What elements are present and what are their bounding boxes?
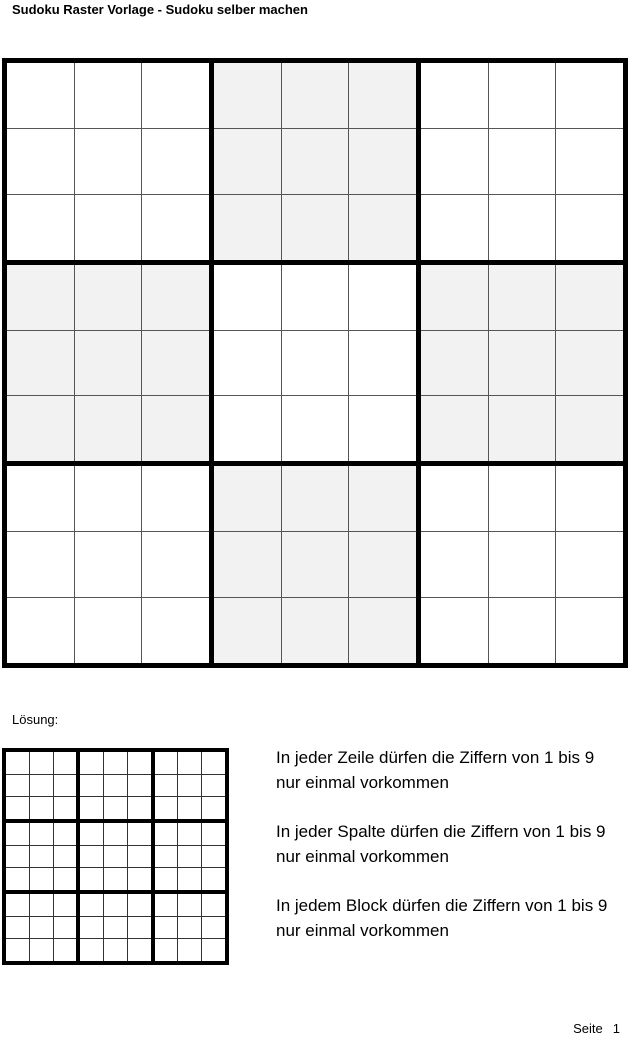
sudoku-cell[interactable] — [489, 63, 556, 128]
solution-cell[interactable] — [128, 775, 151, 797]
sudoku-cell[interactable] — [75, 396, 142, 461]
sudoku-cell[interactable] — [489, 598, 556, 663]
solution-cell[interactable] — [6, 797, 29, 819]
solution-cell[interactable] — [104, 894, 127, 916]
sudoku-cell[interactable] — [7, 331, 74, 396]
solution-cell[interactable] — [178, 797, 201, 819]
solution-cell[interactable] — [30, 917, 53, 939]
sudoku-cell[interactable] — [349, 598, 416, 663]
sudoku-cell[interactable] — [75, 63, 142, 128]
solution-cell[interactable] — [54, 775, 77, 797]
sudoku-cell[interactable] — [421, 195, 488, 260]
sudoku-cell[interactable] — [489, 265, 556, 330]
sudoku-cell[interactable] — [75, 331, 142, 396]
solution-cell[interactable] — [128, 894, 151, 916]
sudoku-cell[interactable] — [489, 195, 556, 260]
solution-cell[interactable] — [30, 939, 53, 961]
sudoku-cell[interactable] — [349, 195, 416, 260]
solution-cell[interactable] — [80, 939, 103, 961]
sudoku-grid — [2, 58, 628, 668]
sudoku-block — [214, 265, 416, 462]
rules-text — [276, 746, 616, 968]
solution-cell[interactable] — [178, 917, 201, 939]
solution-block — [155, 823, 225, 890]
sudoku-cell[interactable] — [282, 396, 349, 461]
sudoku-cell[interactable] — [282, 63, 349, 128]
sudoku-cell[interactable] — [489, 532, 556, 597]
solution-cell[interactable] — [128, 917, 151, 939]
sudoku-cell[interactable] — [142, 598, 209, 663]
solution-block — [6, 894, 76, 961]
sudoku-cell[interactable] — [421, 63, 488, 128]
sudoku-block — [421, 63, 623, 260]
solution-cell[interactable] — [202, 894, 225, 916]
solution-cell[interactable] — [30, 797, 53, 819]
sudoku-cell[interactable] — [214, 195, 281, 260]
solution-cell[interactable] — [54, 797, 77, 819]
sudoku-cell[interactable] — [349, 331, 416, 396]
solution-cell[interactable] — [80, 894, 103, 916]
sudoku-cell[interactable] — [214, 331, 281, 396]
sudoku-cell[interactable] — [556, 195, 623, 260]
sudoku-block — [7, 63, 209, 260]
solution-cell[interactable] — [30, 823, 53, 845]
solution-cell[interactable] — [80, 752, 103, 774]
solution-cell[interactable] — [80, 823, 103, 845]
sudoku-cell[interactable] — [556, 265, 623, 330]
sudoku-cell[interactable] — [556, 466, 623, 531]
rule-rows: In jeder Zeile dürfen die Ziffern von 1 bis 9 nur einmal vorkommen — [276, 748, 595, 792]
sudoku-cell[interactable] — [282, 129, 349, 194]
solution-cell[interactable] — [128, 939, 151, 961]
solution-cell[interactable] — [6, 868, 29, 890]
sudoku-cell[interactable] — [142, 331, 209, 396]
sudoku-cell[interactable] — [421, 532, 488, 597]
sudoku-cell[interactable] — [142, 532, 209, 597]
solution-block — [155, 894, 225, 961]
sudoku-cell[interactable] — [421, 598, 488, 663]
sudoku-cell[interactable] — [7, 532, 74, 597]
sudoku-cell[interactable] — [75, 195, 142, 260]
sudoku-cell[interactable] — [142, 396, 209, 461]
solution-grid — [2, 748, 229, 965]
sudoku-cell[interactable] — [7, 466, 74, 531]
sudoku-cell[interactable] — [489, 396, 556, 461]
sudoku-cell[interactable] — [349, 63, 416, 128]
solution-cell[interactable] — [155, 797, 178, 819]
sudoku-cell[interactable] — [489, 129, 556, 194]
sudoku-cell[interactable] — [75, 265, 142, 330]
sudoku-cell[interactable] — [421, 396, 488, 461]
solution-label: Lösung: — [12, 712, 59, 727]
solution-cell[interactable] — [54, 917, 77, 939]
sudoku-cell[interactable] — [282, 331, 349, 396]
sudoku-block — [421, 466, 623, 663]
solution-cell[interactable] — [30, 868, 53, 890]
page-label: Seite — [573, 1021, 603, 1036]
sudoku-block — [7, 466, 209, 663]
solution-cell[interactable] — [202, 917, 225, 939]
sudoku-cell[interactable] — [7, 195, 74, 260]
solution-cell[interactable] — [30, 752, 53, 774]
solution-cell[interactable] — [202, 775, 225, 797]
page-title: Sudoku Raster Vorlage - Sudoku selber machen — [12, 2, 308, 17]
solution-block — [80, 823, 150, 890]
sudoku-cell[interactable] — [421, 265, 488, 330]
solution-cell[interactable] — [104, 846, 127, 868]
sudoku-cell[interactable] — [214, 466, 281, 531]
sudoku-cell[interactable] — [556, 331, 623, 396]
sudoku-cell[interactable] — [7, 265, 74, 330]
sudoku-block — [214, 466, 416, 663]
solution-cell[interactable] — [6, 752, 29, 774]
solution-block — [6, 823, 76, 890]
solution-cell[interactable] — [80, 775, 103, 797]
solution-block — [155, 752, 225, 819]
sudoku-cell[interactable] — [489, 331, 556, 396]
sudoku-cell[interactable] — [556, 598, 623, 663]
solution-cell[interactable] — [202, 939, 225, 961]
solution-cell[interactable] — [178, 868, 201, 890]
solution-cell[interactable] — [104, 775, 127, 797]
solution-cell[interactable] — [128, 797, 151, 819]
solution-cell[interactable] — [6, 823, 29, 845]
solution-cell[interactable] — [104, 939, 127, 961]
sudoku-cell[interactable] — [489, 466, 556, 531]
sudoku-cell[interactable] — [349, 265, 416, 330]
sudoku-cell[interactable] — [349, 129, 416, 194]
sudoku-cell[interactable] — [75, 466, 142, 531]
sudoku-cell[interactable] — [349, 532, 416, 597]
sudoku-cell[interactable] — [7, 598, 74, 663]
sudoku-cell[interactable] — [282, 466, 349, 531]
solution-cell[interactable] — [104, 752, 127, 774]
solution-cell[interactable] — [80, 846, 103, 868]
solution-cell[interactable] — [54, 752, 77, 774]
solution-cell[interactable] — [178, 846, 201, 868]
solution-cell[interactable] — [155, 752, 178, 774]
solution-cell[interactable] — [128, 823, 151, 845]
solution-cell[interactable] — [202, 823, 225, 845]
solution-cell[interactable] — [6, 939, 29, 961]
solution-cell[interactable] — [6, 894, 29, 916]
solution-cell[interactable] — [155, 917, 178, 939]
solution-cell[interactable] — [54, 846, 77, 868]
solution-cell[interactable] — [155, 775, 178, 797]
solution-cell[interactable] — [128, 868, 151, 890]
rule-blocks: In jedem Block dürfen die Ziffern von 1 bis 9 nur einmal vorkommen — [276, 896, 608, 940]
sudoku-cell[interactable] — [214, 63, 281, 128]
solution-block — [80, 894, 150, 961]
sudoku-cell[interactable] — [214, 396, 281, 461]
sudoku-block — [7, 265, 209, 462]
sudoku-cell[interactable] — [282, 532, 349, 597]
solution-block — [6, 752, 76, 819]
sudoku-cell[interactable] — [349, 396, 416, 461]
sudoku-cell[interactable] — [7, 129, 74, 194]
sudoku-block — [214, 63, 416, 260]
solution-cell[interactable] — [54, 868, 77, 890]
solution-cell[interactable] — [202, 868, 225, 890]
solution-cell[interactable] — [128, 752, 151, 774]
solution-cell[interactable] — [155, 846, 178, 868]
sudoku-cell[interactable] — [214, 598, 281, 663]
sudoku-cell[interactable] — [556, 63, 623, 128]
solution-block — [80, 752, 150, 819]
solution-cell[interactable] — [178, 775, 201, 797]
solution-cell[interactable] — [178, 939, 201, 961]
sudoku-cell[interactable] — [282, 598, 349, 663]
sudoku-cell[interactable] — [282, 195, 349, 260]
sudoku-cell[interactable] — [349, 466, 416, 531]
sudoku-cell[interactable] — [214, 532, 281, 597]
page-number: 1 — [612, 1021, 620, 1036]
solution-cell[interactable] — [6, 846, 29, 868]
page-footer — [573, 1021, 620, 1036]
sudoku-cell[interactable] — [142, 265, 209, 330]
sudoku-cell[interactable] — [421, 466, 488, 531]
solution-cell[interactable] — [104, 917, 127, 939]
solution-cell[interactable] — [178, 823, 201, 845]
sudoku-cell[interactable] — [421, 331, 488, 396]
sudoku-cell[interactable] — [142, 63, 209, 128]
sudoku-cell[interactable] — [282, 265, 349, 330]
solution-cell[interactable] — [128, 846, 151, 868]
solution-cell[interactable] — [155, 894, 178, 916]
solution-cell[interactable] — [202, 752, 225, 774]
sudoku-cell[interactable] — [7, 396, 74, 461]
solution-cell[interactable] — [155, 868, 178, 890]
sudoku-cell[interactable] — [556, 129, 623, 194]
sudoku-cell[interactable] — [75, 532, 142, 597]
sudoku-cell[interactable] — [7, 63, 74, 128]
solution-cell[interactable] — [178, 894, 201, 916]
solution-cell[interactable] — [202, 797, 225, 819]
solution-cell[interactable] — [30, 846, 53, 868]
solution-cell[interactable] — [104, 868, 127, 890]
sudoku-cell[interactable] — [556, 532, 623, 597]
sudoku-block — [421, 265, 623, 462]
solution-cell[interactable] — [155, 939, 178, 961]
sudoku-cell[interactable] — [75, 129, 142, 194]
solution-cell[interactable] — [104, 823, 127, 845]
solution-cell[interactable] — [80, 797, 103, 819]
sudoku-cell[interactable] — [214, 129, 281, 194]
solution-cell[interactable] — [54, 823, 77, 845]
solution-cell[interactable] — [30, 775, 53, 797]
solution-cell[interactable] — [6, 917, 29, 939]
sudoku-cell[interactable] — [75, 598, 142, 663]
solution-cell[interactable] — [155, 823, 178, 845]
sudoku-cell[interactable] — [142, 195, 209, 260]
solution-cell[interactable] — [80, 868, 103, 890]
solution-cell[interactable] — [54, 939, 77, 961]
solution-cell[interactable] — [80, 917, 103, 939]
solution-cell[interactable] — [54, 894, 77, 916]
rule-columns: In jeder Spalte dürfen die Ziffern von 1 bis 9 nur einmal vorkommen — [276, 822, 606, 866]
sudoku-cell[interactable] — [556, 396, 623, 461]
solution-cell[interactable] — [30, 894, 53, 916]
sudoku-cell[interactable] — [142, 129, 209, 194]
solution-cell[interactable] — [202, 846, 225, 868]
solution-cell[interactable] — [6, 775, 29, 797]
sudoku-cell[interactable] — [421, 129, 488, 194]
solution-cell[interactable] — [178, 752, 201, 774]
solution-cell[interactable] — [104, 797, 127, 819]
sudoku-cell[interactable] — [214, 265, 281, 330]
sudoku-cell[interactable] — [142, 466, 209, 531]
